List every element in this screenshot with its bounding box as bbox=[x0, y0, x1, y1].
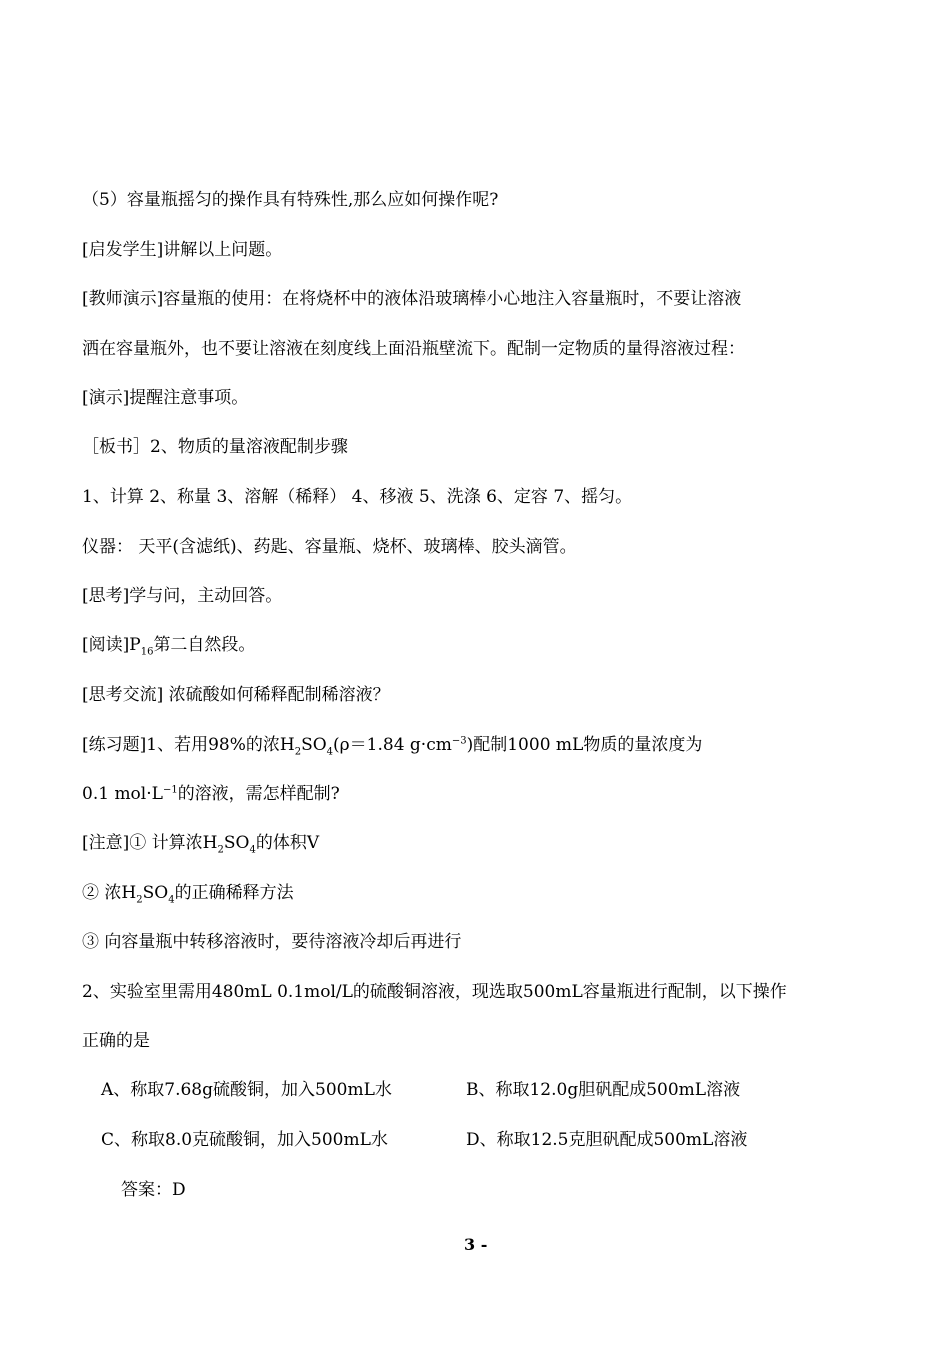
note-1-text-a: [注意]① 计算浓H bbox=[82, 833, 218, 853]
exercise-1-line-2 bbox=[82, 782, 340, 806]
heuristic-students-line: [启发学生]讲解以上问题。 bbox=[82, 240, 283, 260]
teacher-demo-line-2: 洒在容量瓶外，也不要让溶液在刻度线上面沿瓶壁流下。配制一定物质的量得溶液过程： bbox=[82, 339, 745, 359]
reading-line bbox=[82, 633, 255, 657]
option-b: B、称取12.0g胆矾配成500mL溶液 bbox=[466, 1080, 741, 1100]
reading-subscript: 16 bbox=[140, 646, 154, 658]
teacher-demo-line-1: [教师演示]容量瓶的使用：在将烧杯中的液体沿玻璃棒小心地注入容量瓶时，不要让溶液 bbox=[82, 289, 742, 309]
exercise-1-text-c: (ρ＝1.84 g·cm bbox=[333, 735, 452, 755]
blackboard-heading: ［板书］2、物质的量溶液配制步骤 bbox=[82, 437, 348, 457]
exercise-1-text-a: [练习题]1、若用98%的浓H bbox=[82, 735, 295, 755]
thinking-line: [思考]学与问，主动回答。 bbox=[82, 586, 283, 606]
note-2-text-b: SO bbox=[142, 883, 169, 903]
reading-text-a: [阅读]P bbox=[82, 635, 141, 655]
exercise-2-line-2: 正确的是 bbox=[82, 1031, 150, 1051]
note-2-sub-1: 2 bbox=[136, 894, 143, 906]
page-number: 3 - bbox=[464, 1235, 488, 1254]
steps-line: 1、计算 2、称量 3、溶解（稀释） 4、移液 5、洗涤 6、定容 7、摇匀。 bbox=[82, 487, 633, 507]
exercise-2-line-1: 2、实验室里需用480mL 0.1mol/L的硫酸铜溶液，现选取500mL容量瓶进行配制，以下操作 bbox=[82, 982, 787, 1002]
exercise-1-line-2-text-b: 的溶液，需怎样配制? bbox=[177, 784, 340, 804]
note-line-3: ③ 向容量瓶中转移溶液时，要待溶液冷却后再进行 bbox=[82, 932, 462, 952]
exercise-1-text-d: )配制1000 mL物质的量浓度为 bbox=[466, 735, 703, 755]
exercise-1-line-2-text-a: 0.1 mol·L bbox=[82, 784, 163, 804]
exercise-1-line-1 bbox=[82, 733, 702, 757]
answer-line: 答案：D bbox=[121, 1180, 186, 1200]
note-1-text-b: SO bbox=[223, 833, 250, 853]
exercise-1-sub-1: 2 bbox=[294, 746, 302, 758]
demo-line: [演示]提醒注意事项。 bbox=[82, 388, 249, 408]
instruments-line: 仪器： 天平(含滤纸)、药匙、容量瓶、烧杯、玻璃棒、胶头滴管。 bbox=[82, 537, 577, 557]
note-1-text-c: 的体积V bbox=[255, 833, 320, 853]
exercise-1-line-2-sup: −1 bbox=[162, 784, 178, 796]
note-2-text-c: 的正确稀释方法 bbox=[174, 883, 294, 903]
option-d: D、称取12.5克胆矾配成500mL溶液 bbox=[466, 1130, 748, 1150]
reading-text-b: 第二自然段。 bbox=[153, 635, 256, 655]
note-1-sub-2: 4 bbox=[249, 844, 256, 856]
note-1-sub-1: 2 bbox=[217, 844, 224, 856]
question-5: （5）容量瓶摇匀的操作具有特殊性,那么应如何操作呢? bbox=[82, 190, 499, 210]
note-line-2 bbox=[82, 881, 294, 905]
option-c: C、称取8.0克硫酸铜，加入500mL水 bbox=[101, 1130, 388, 1150]
exercise-1-sup: −3 bbox=[451, 735, 467, 747]
exercise-1-text-b: SO bbox=[301, 735, 327, 755]
note-line-1 bbox=[82, 831, 319, 855]
discussion-line: [思考交流] 浓硫酸如何稀释配制稀溶液？ bbox=[82, 685, 390, 705]
exercise-1-sub-2: 4 bbox=[326, 746, 334, 758]
option-a: A、称取7.68g硫酸铜，加入500mL水 bbox=[101, 1080, 392, 1100]
note-2-text-a: ② 浓H bbox=[82, 883, 137, 903]
note-2-sub-2: 4 bbox=[168, 894, 175, 906]
